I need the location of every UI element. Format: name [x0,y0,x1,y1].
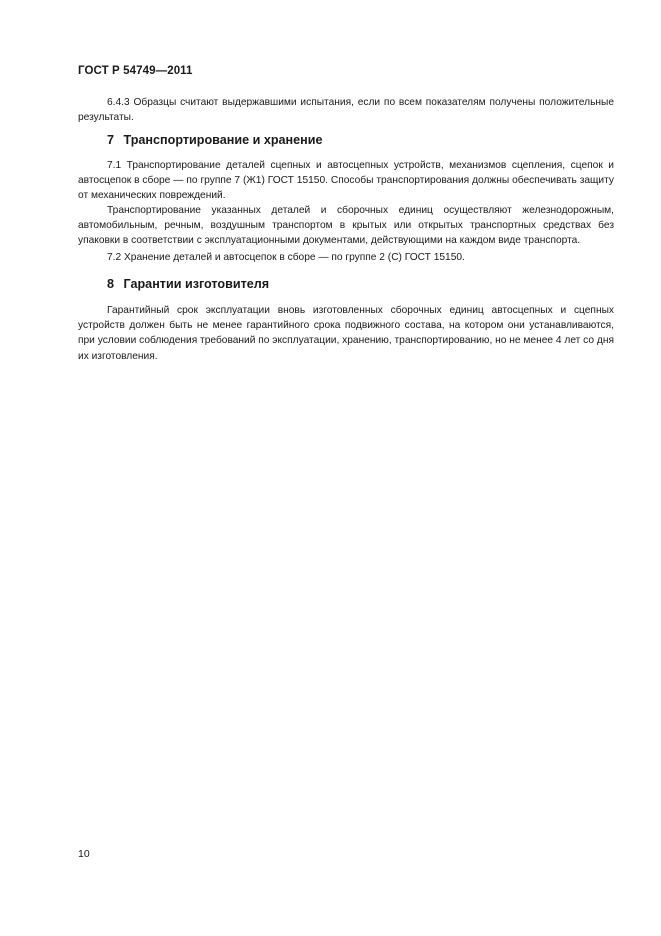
paragraph-7-1-transport: Транспортирование указанных деталей и сборочных единиц осуществляют железнодорожным, автомобильным, речным, воздушным транспортом в крытых или открытых транспортных средствах без упаковки в соответствии с эксплуатационными документами, действующими на каждом виде транспорта. [78,205,614,247]
section-7-number: 7 [107,133,115,147]
paragraph-7-2: 7.2 Хранение деталей и автосцепок в сборе — по группе 2 (С) ГОСТ 15150. [107,252,465,263]
section-8-number: 8 [107,277,115,291]
page-number: 10 [78,848,90,860]
section-8-heading [107,277,269,291]
section-8-title: Гарантии изготовителя [123,277,270,291]
paragraph-7-1: 7.1 Транспортирование деталей сцепных и автосцепных устройств, механизмов сцепления, сцепок и автосцепок в сборе — по группе 7 (Ж1) ГОСТ 15150. Способы транспортирования должны обеспечивать защиту от механических повреждений. [78,160,614,202]
paragraph-6-4-3: 6.4.3 Образцы считают выдержавшими испытания, если по всем показателям получены положительные результаты. [78,97,614,124]
document-code-header: ГОСТ Р 54749—2011 [78,65,193,77]
section-7-heading [107,133,323,147]
section-7-title: Транспортирование и хранение [123,133,323,147]
paragraph-8-warranty: Гарантийный срок эксплуатации вновь изготовленных сборочных единиц автосцепных и сцепных устройств должен быть не менее гарантийного срока подвижного состава, на котором они устанавливаются, при условии соблюдения требований по эксплуатации, хранению, транспортированию, но не менее 4 лет со дня их изготовления. [78,305,614,362]
